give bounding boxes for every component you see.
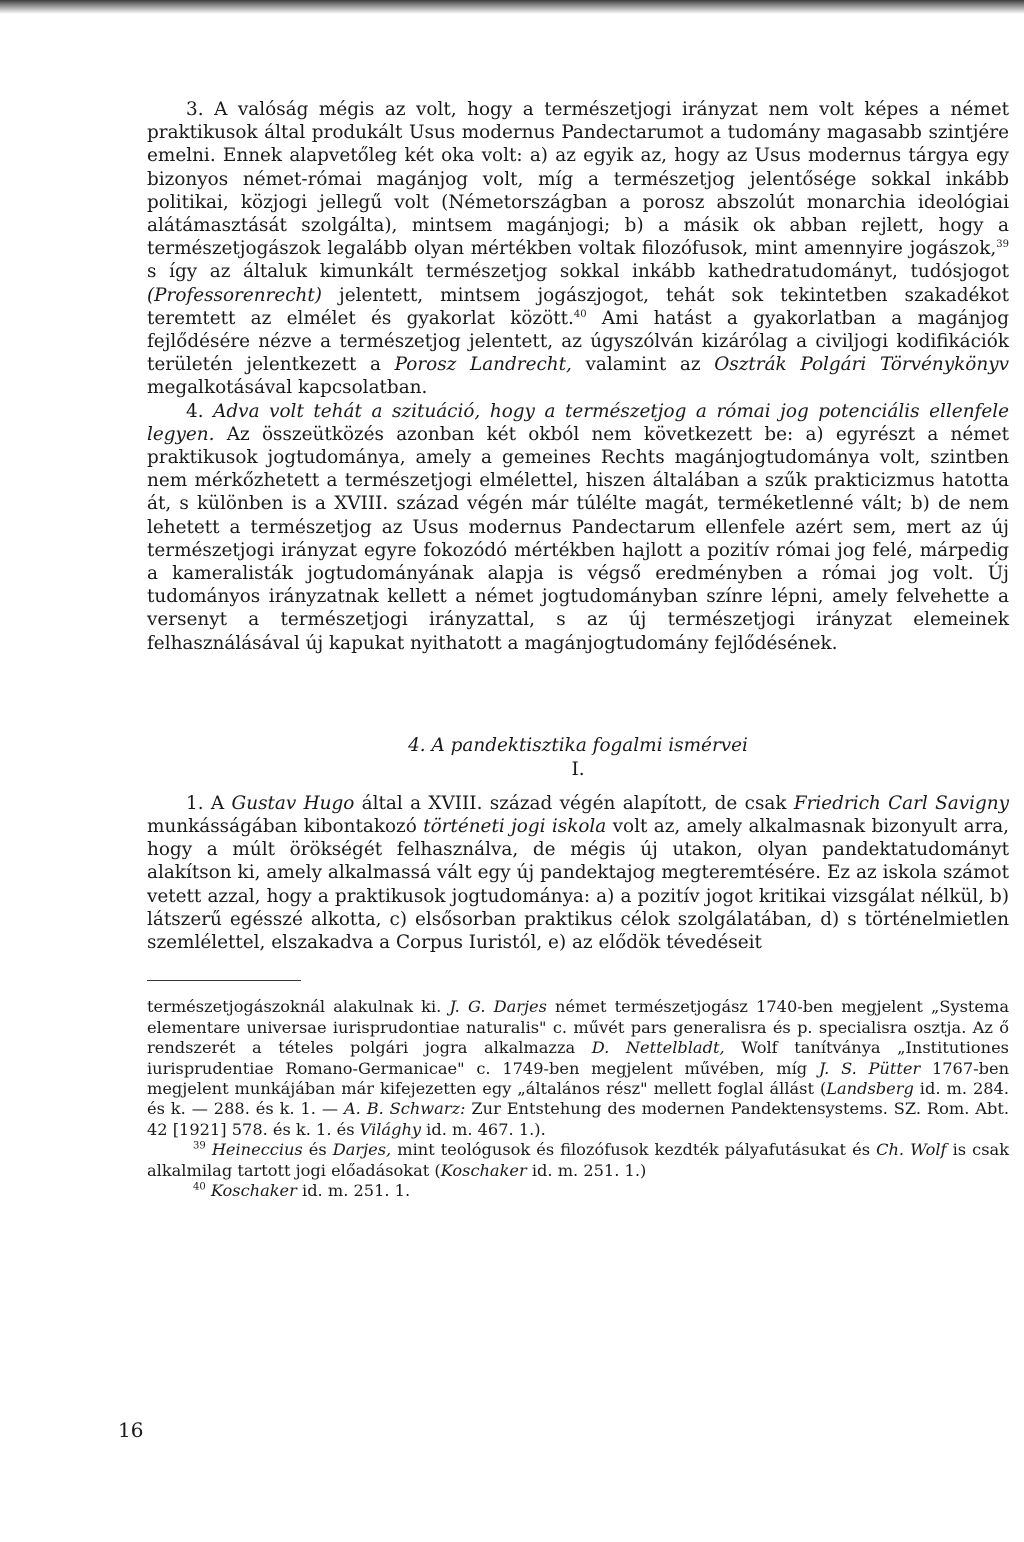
section-number: I. bbox=[571, 758, 585, 780]
text-run: Az összeütközés azonban két okból nem következett be: a) egyrészt a német praktikusok jogtudománya, amely a gemeines Rechts magánjogtudománya volt, szintben nem mérkőzhetett a természetjogi elmélettel, hiszen általában a szűk prakticizmus hatotta át, s különben is a XVIII. század végén már túlélte magát, terméketlenné vált; b) de nem lehetett a természetjog az Usus modernus Pandectarum ellenfele azért sem, mert az új természetjogi irányzat egyre fokozódó mértékben hajlott a pozitív római jog felé, márpedig a kameralisták jogtudományának alapja is végső eredményben a római jog volt. Új tudományos irányzatnak kellett a német jogtudományban színre lépni, amely felvehette a versenyt a természetjogi irányzattal, s az új természetjogi irányzat elemeinek felhasználásával új kapukat nyithatott a magánjogtudomány fejlődésének. bbox=[147, 423, 1009, 654]
section-title: 4. A pandektisztika fogalmi ismérvei bbox=[408, 734, 748, 756]
italic-text: Darjes, bbox=[332, 1140, 392, 1160]
text-run: német természetjogász 1740-ben megjelent „Systema elementare universae iurisprudontiae naturalis" c. művét pars generalisra és p. specialisra osztja. Az ő rendszerét a tételes polgári jogra alkalmazza bbox=[147, 997, 1009, 1058]
text-run: Zur Entstehung des modernen Pandektensystems. SZ. Rom. Abt. 42 [1921] 578. és k. 1. és bbox=[147, 1099, 1009, 1139]
paragraph bbox=[147, 792, 1009, 954]
page-body bbox=[147, 98, 1009, 1201]
italic-text: J. G. Darjes bbox=[449, 997, 547, 1017]
footnote-rule bbox=[147, 980, 301, 981]
italic-text: Világhy bbox=[359, 1119, 422, 1139]
text-run: mint teológusok és filozófusok kezdték pályafutásukat és bbox=[391, 1140, 877, 1160]
italic-text: A. B. Schwarz: bbox=[343, 1099, 466, 1119]
italic-text: Adva volt tehát a szituáció, hogy a természetjog a római jog potenciális ellenfele legyen. bbox=[147, 400, 1009, 445]
text-run: által a XVIII. század végén alapított, de csak bbox=[354, 792, 794, 814]
text-run: is csak alkalmilag tartott jogi előadásokat ( bbox=[147, 1140, 1009, 1180]
text-run: természetjogászoknál alakulnak ki. bbox=[147, 997, 450, 1017]
italic-text: történeti jogi iskola bbox=[423, 816, 607, 838]
italic-text: Landsberg bbox=[826, 1078, 914, 1098]
text-run: s így az általuk kimunkált természetjog sokkal inkább kathedratudományt, tudósjogot bbox=[147, 261, 1009, 283]
text-run: Ami hatást a gyakorlatban a magánjog fejlődésére nézve a természetjog jelentett, az úgyszólván kizárólag a civiljogi kodifikációk területén jelentkezett a bbox=[147, 307, 1009, 376]
italic-text: J. S. Pütter bbox=[818, 1058, 921, 1078]
text-run: 1. A bbox=[186, 792, 232, 814]
italic-text: Gustav Hugo bbox=[231, 792, 355, 814]
footnote-ref: 40 bbox=[573, 308, 587, 320]
text-run: 3. A valóság mégis az volt, hogy a természetjogi irányzat nem volt képes a német praktikusok által produkált Usus modernus Pandectarumot a tudomány magasabb szintjére emelni. Ennek alapvetőleg két oka volt: a) az egyik az, hogy az Usus modernus tárgya egy bizonyos német-római magánjog volt, míg a természetjog jelentősége sokkal inkább politikai, közjogi jellegű volt (Németországban a porosz abszolút monarchia ideológiai alátámasztását szolgálta), mintsem magánjogi; b) a másik ok abban rejlett, hogy a természetjogászok legalább olyan mértékben voltak filozófusok, mint amennyire jogászok, bbox=[147, 99, 1009, 260]
text-run: id. m. 467. 1.). bbox=[421, 1119, 546, 1139]
text-run: munkásságában kibontakozó bbox=[147, 816, 424, 838]
italic-text: Porosz Landrecht, bbox=[394, 354, 572, 376]
text-run: 4. bbox=[186, 400, 214, 422]
text-run: volt az, amely alkalmasnak bizonyult arra, hogy a múlt örökségét felhasználva, de mégis új utakon, olyan pandektatudományt alakítson ki, amely alkalmassá vált egy új pandektajog megteremtésére. Ez az iskola számot vetett azzal, hogy a praktikusok jogtudománya: a) a pozitív jogot kritikai vizsgálat nélkül, b) látszerű egésszé alkotta, c) elsősorban praktikus célok szolgálatában, d) s történelmietlen szemlélettel, elszakadva a Corpus Iuristól, e) az elődök tévedéseit bbox=[147, 816, 1010, 954]
text-run: id. m. 284. és k. — 288. és k. 1. — bbox=[147, 1078, 1009, 1119]
italic-text: D. Nettelbladt, bbox=[591, 1038, 725, 1058]
text-run: Wolf tanítványa „Institutiones iurisprudentiae Romano-Germanicae" c. 1749-ben megjelent művében, míg bbox=[147, 1038, 1009, 1078]
italic-text: Osztrák Polgári Törvénykönyv bbox=[714, 354, 1010, 376]
italic-text: Friedrich Carl Savigny bbox=[793, 792, 1009, 814]
text-run: id. m. 251. 1.) bbox=[526, 1160, 647, 1180]
footnote bbox=[147, 1181, 1009, 1201]
scan-edge-shadow bbox=[0, 0, 1024, 14]
footnote bbox=[147, 997, 1009, 1140]
main-text-bottom bbox=[147, 792, 1009, 954]
footnote-ref: 40 bbox=[193, 1181, 206, 1193]
footnote-ref: 39 bbox=[996, 239, 1009, 251]
italic-text: Koschaker bbox=[210, 1180, 297, 1200]
paragraph bbox=[147, 98, 1009, 400]
italic-text: Ch. Wolf bbox=[876, 1140, 947, 1160]
text-run: valamint az bbox=[571, 354, 715, 376]
text-run: és bbox=[302, 1140, 333, 1160]
page-number: 16 bbox=[118, 1418, 144, 1442]
italic-text: (Professorenrecht) bbox=[147, 284, 322, 306]
text-run: id. m. 251. 1. bbox=[296, 1180, 411, 1200]
footnote bbox=[147, 1140, 1009, 1181]
paragraph bbox=[147, 400, 1009, 655]
italic-text: Heineccius bbox=[211, 1140, 303, 1160]
footnote-ref: 39 bbox=[193, 1140, 206, 1152]
italic-text: Koschaker bbox=[440, 1160, 527, 1180]
footnotes bbox=[147, 997, 1009, 1201]
text-run: megalkotásával kapcsolatban. bbox=[147, 377, 428, 399]
text-run: jelentett, mintsem jogászjogot, tehát sok tekintetben szakadékot teremtett az elmélet és gyakorlat között. bbox=[147, 284, 1009, 329]
main-text-top bbox=[147, 98, 1009, 655]
text-run: 1767-ben megjelent munkájában már kifejezetten egy „általános rész" mellett foglal állást ( bbox=[147, 1058, 1009, 1098]
